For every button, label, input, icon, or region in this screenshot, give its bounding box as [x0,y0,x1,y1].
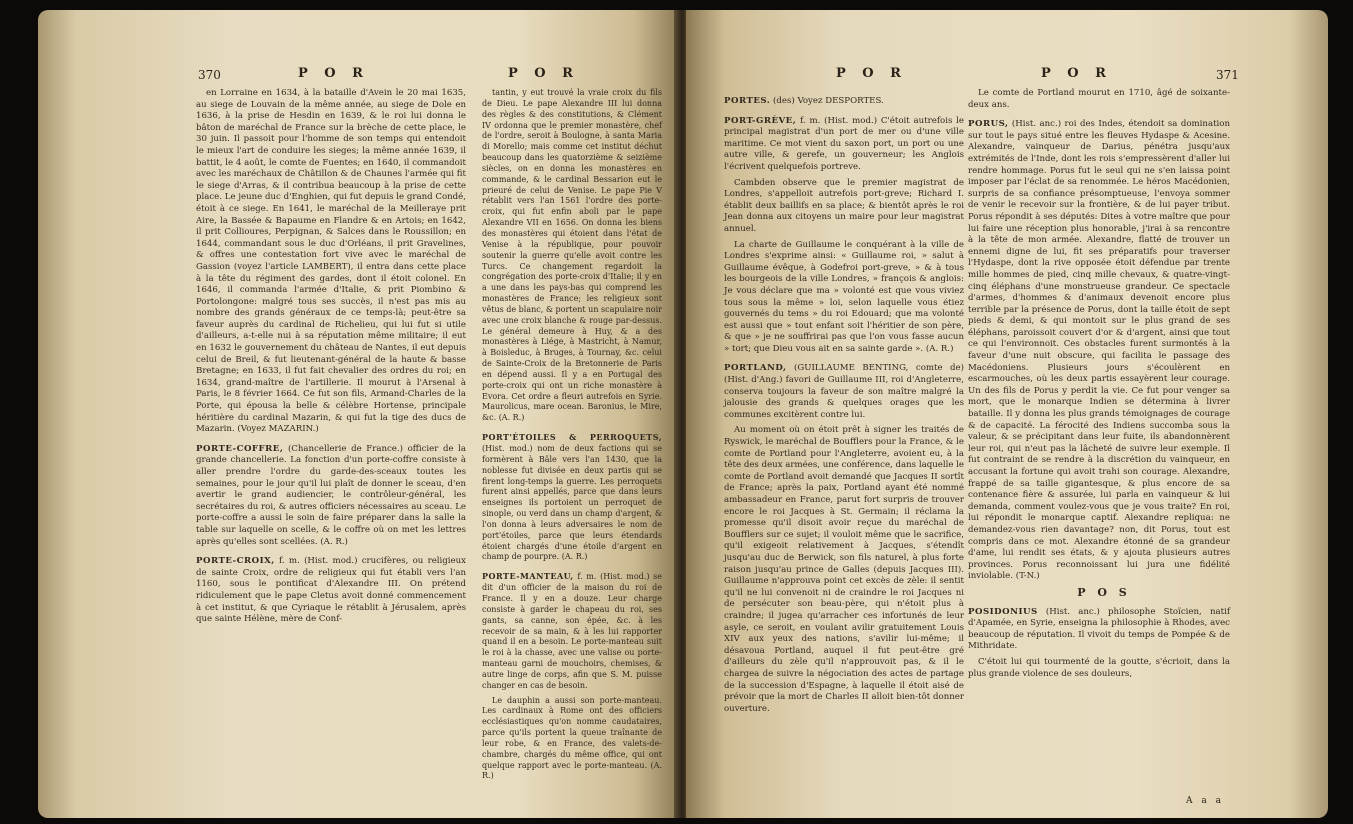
signature-mark: A a a [1186,796,1224,806]
dictionary-entry [196,444,466,548]
page-number: 370 [198,68,221,82]
paragraph [968,657,1230,680]
dictionary-entry [968,607,1230,653]
dictionary-entry [482,571,662,691]
entry-headword: PORTE-MANTEAU, [482,571,574,582]
entry-headword: PORTE-CROIX, [196,556,275,567]
paragraph [724,425,964,715]
entry-text: La charte de Guillaume le conquérant à la ville de Londres s'exprime ainsi: « Guillaume roi, » salut à Guillaume évêque, à Godefroi port-greve, » & à tous les bourgeois de la ville Londres, » françois & anglois: Je vous déclare que ma » volonté est que vous viviez tous sous la même » loi, selon laquelle vous étiez gouvernés du tems » du roi Edouard; que ma volonté est aussi que » tout enfant soit l'héritier de son père, & que » je ne souffrirai pas que l'on vous fasse aucun » tort; que Dieu vous ait en sa sainte garde ». (A. R.) [724,239,964,354]
entry-headword: PORTLAND, [724,363,787,374]
page-number: 371 [1216,68,1239,82]
entry-headword: POSIDONIUS [968,606,1038,617]
dictionary-entry [196,556,466,626]
entry-text: en Lorraine en 1634, à la bataille d'Avein le 20 mai 1635, au siege de Louvain de la même année, au siege de Dole en 1636, à la prise de Hesdin en 1639, & le roi lui donna le bâton de maréchal de France sur la brèche de cette place, le 30 juin. Il passoit pour l'homme de son temps qui entendoit le mieux l'art de conduire les sieges; la même année 1639, il battit, le 4 août, le comte de Fuentes; en 1640, il commandoit avec les maréchaux de Châtillon & de Chaunes l'armée qui fit le siege d'Arras, & il contribua beaucoup à la prise de cette place. Le jeune duc d'Enghien, qui fut depuis le grand Condé, étoit à ce siege. En 1641, le maréchal de la Meilleraye prit Aire, la Bassée & Bapaume en Flandre & en Artois; en 1642, il prit Collioures, Perpignan, & Salces dans le Roussillon; en 1644, commandant sous le duc d'Orléans, il prit Gravelines, & offres une contestation fort vive avec le maréchal de Gassion (voyez l'article LAMBERT), il entra dans cette place à la tête du régiment des gardes, dont il étoit colonel. En 1646, il commanda l'armée d'Italie, & prit Piombino & Portolongone: malgré tous ses succès, il n'est pas mis au nombre des grands généraux de ce temps-là; peut-être sa faveur auprès du cardinal de Richelieu, qui lui fut si utile d'ailleurs, a-t-elle nui à sa réputation même militaire; il eut en 1632 le gouvernement du château de Nantes, il eut depuis celui de Breil, & fut lieutenant-général de la haute & basse Bretagne; en 1633, il fut fait chevalier des ordres du roi; en 1634, grand-maître de l'artillerie. Il mourut à l'Arsenal à Paris, le 8 février 1664. Ce fut son fils, Armand-Charles de la Porte, qui épousa la belle & célèbre Hortense, principale héritière du cardinal Mazarin, & qui fut la tige des ducs de Mazarin. (Voyez MAZARIN.) [196,88,466,435]
left-column-1 [196,88,466,630]
entry-headword: PORUS, [968,119,1009,130]
right-page [686,10,1328,818]
entry-text: f. m. (Hist. mod.) C'étoit autrefois le principal magistrat d'un port de mer ou d'une ville maritime. Ce mot vient du saxon port, un port ou une autre ville, & gerefe, un gouverneur; les Anglois l'écrivent quelquefois portreve. [724,115,964,172]
entry-text: f. m. (Hist. mod.) crucifères, ou religieux de sainte Croix, ordre de religieux qui fut établi vers l'an 1160, sous le pontificat d'Alexandre III. On prétend ridiculement que le pape Cletus avoit donné commencement à cet institut, & que Cyriaque le rétablit à Jérusalem, après que sainte Hélène, mère de Conf- [196,556,466,625]
right-column-1 [724,88,964,719]
entry-text: Le dauphin a aussi son porte-manteau. Les cardinaux à Rome ont des officiers ecclésiastiques qu'on nomme caudataires, parce qu'ils portent la queue traînante de leur robe, & en France, des valets-de-chambre, chargés du même office, qui ont quelque rapport avec le porte-manteau. (A. R.) [482,695,662,781]
paragraph [482,696,662,783]
entry-text: Cambden observe que le premier magistrat de Londres, s'appelloit autrefois port-greve; Richard I. établit deux baillifs en sa place; & bientôt après le roi Jean donna aux citoyens un maire pour leur magistrat annuel. [724,177,964,234]
entry-headword: PORT-GRÈVE, [724,115,797,126]
entry-headword: PORTES. [724,96,771,106]
book-spread [38,10,1328,818]
section-heading: P O S [1077,585,1131,599]
left-column-2 [482,88,662,786]
entry-text: (Hist. mod.) nom de deux factions qui se formèrent à Bâle vers l'an 1430, que la noblesse fut divisée en deux partis qui se firent long-temps la guerre. Les perroquets furent ainsi appellés, parce que dans leurs enseignes ils portoient un perroquet de sinople, ou verd dans un champ d'argent, & l'on donna à leurs adversaires le nom de port'étoiles, parce que leurs étendards étoient chargés d'une étoile d'argent en champ de pourpre. (A. R.) [482,444,662,562]
paragraph [968,88,1230,111]
left-page [38,10,678,818]
entry-text: (Hist. anc.) philosophe Stoïcien, natif d'Apamée, en Syrie, enseigna la philosophie à Rhodes, avec beaucoup de réputation. Il vivoit du temps de Pompée & de Mithridate. [968,606,1230,652]
entry-headword: PORT'ÉTOILES & PERROQUETS, [482,432,662,443]
right-column-2 [968,88,1230,684]
dictionary-entry [482,432,662,563]
entry-text: Au moment où on étoit prêt à signer les traités de Ryswick, le maréchal de Boufflers pour la France, & le comte de Portland pour l'Angleterre, avoient eu, à la tête des deux armées, une conférence, dans laquelle le comte de Portland avoit demandé que Jacques II sortît de France; après la paix, Portland ayant été nommé ambassadeur en France, parut fort surpris de trouver encore le roi Jacques à St. Germain; il réclama la promesse qu'il disoit avoir reçue du maréchal de Boufflers sur ce sujet; il vouloit même que le sacrifice, qu'il exigeoit relativement à Jacques, s'étendît jusqu'au duc de Berwick, son fils naturel, à plus forte raison jusqu'au prince de Galles (depuis Jacques III). Guillaume n'approuva point cet excès de zèle: il sentit qu'il ne lui convenoit ni de craindre le roi Jacques ni de persécuter son beau-père, qui n'étoit plus à craindre; il jugea qu'arracher ces infortunés de leur asyle, ce seroit, en voulant avilir gratuitement Louis XIV aux yeux des nations, s'avilir lui-même; il désavoua Portland, auquel il fut peut-être gré d'ailleurs du zèle qu'il n'approuvoit pas, & il le chargea de suivre la négociation des actes de partage de la succession d'Espagne, à laquelle il étoit aisé de prévoir que la mort de Charles II alloit bien-tôt donner ouverture. [724,425,964,714]
paragraph [724,178,964,236]
paragraph [724,240,964,356]
paragraph [482,88,662,424]
entry-text: (Hist. anc.) roi des Indes, étendoit sa domination sur tout le pays situé entre les fleuves Hydaspe & Acesine. Alexandre, vainqueur de Darius, pénétra jusqu'aux extrémités de l'Inde, dont les rois s'empressèrent d'aller lui rendre hommage. Porus fut le seul qui ne s'en laissa point imposer par l'éclat de sa renommée. Le héros Macédonien, surpris de sa confiance présomptueuse, l'envoya sommer de venir le recevoir sur la frontière, & de lui payer tribut. Porus répondit à ses députés: Dites à votre maître que pour lui faire une réception plus honorable, j'irai à sa rencontre à la tête de mon armée. Alexandre, flatté de trouver un ennemi digne de lui, fit ses préparatifs pour traverser l'Hydaspe, dont la rive opposée étoit défendue par trente mille hommes de pied, cinq mille chevaux, & quatre-vingt-cinq éléphans d'une monstrueuse grandeur. Ce spectacle d'armes, d'hommes & d'animaux devenoit encore plus terrible par la présence de Porus, dont la taille étoit de sept pieds & demi, & qui montoit sur le plus grand de ses éléphans, paroissoit couvert d'or & d'argent, ainsi que tout ce qui l'environnoit. Ces obstacles furent surmontés à la faveur d'une nuit obscure, qui facilita le passage des Macédoniens. Plusieurs jours s'écoulèrent en escarmouches, où les deux partis essayèrent leur courage. Un des fils de Porus y perdit la vie. Ce fut pour venger sa mort, que le monarque Indien se détermina à livrer bataille. Il y donna les plus grands témoignages de courage & de capacité. La férocité des Indiens succomba sous la valeur, & se précipitant dans leur fuite, ils abandonnèrent leur roi, qui n'eut pas la lâcheté de suivre leur exemple. Il fut contraint de se rendre à la discrétion du vainqueur, en accusant la fortune qui avoit trahi son courage. Alexandre, frappé de sa taille gigantesque, & plus encore de sa contenance fière & assurée, lui parla en vainqueur & lui demanda, comment voulez-vous que je vous traite? En roi, lui répondit le monarque captif. Alexandre repliqua: ne demandez-vous rien davantage? non, dit Porus, tout est compris dans ce mot. Alexandre étonné de sa grandeur d'ame, lui rendit ses états, & y ajouta plusieurs autres provinces. Porus reconnoissant lui jura une fidélité inviolable. (T-N.) [968,119,1230,582]
entry-text: tantin, y eut trouvé la vraie croix du fils de Dieu. Le pape Alexandre III lui donna des règles & des constitutions, & Clément IV ordonna que le premier monastère, chef de l'ordre, seroit à Boulogne, à santa Maria di Morello; mais comme cet institut déchut beaucoup dans les quatorzième & seizième siècles, on en donna les monastères en commande, & le cardinal Bessarion eut le prieuré de celui de Venise. Le pape Pie V rétablit vers l'an 1561 l'ordre des porte-croix, qui fut enfin aboli par le pape Alexandre VII en 1656. On donna les biens des monastères qui étoient dans l'état de Venise à la république, pour pouvoir soutenir la guerre qu'elle avoit contre les Turcs. Ce changement regardoit la congrégation des porte-croix d'Italie; il y en a une dans les pays-bas qui comprend les monastères de France; les religieux sont vêtus de blanc, & portent un scapulaire noir avec une croix blanche & rouge par-dessus. Le général demeure à Huy, & a des monastères à Liége, à Mastricht, à Namur, à Boisleduc, à Bruges, à Tournay, &c. celui de Sainte-Croix de la Bretonnerie de Paris en dépend aussi. Il y a en Portugal des porte-croix qui ont un riche monastère à Evora. Cet ordre a fleuri autrefois en Syrie. Maurolicus, mare ocean. Baronius, le Mire, &c. (A. R.) [482,88,662,423]
dictionary-entry [724,96,964,108]
running-head: P O R [836,66,907,81]
entry-text: (des) Voyez DESPORTES. [773,96,884,106]
entry-text: (GUILLAUME BENTING, comte de) (Hist. d'Ang.) favori de Guillaume III, roi d'Angleterre, conserva toujours la faveur de son maître malgré la jalousie des grands & quelques orages que les communes excitèrent contre lui. [724,363,964,420]
entry-text: C'étoit lui qui tourmenté de la goutte, s'écrioit, dans la plus grande violence de ses douleurs, [968,656,1230,679]
paragraph [196,88,466,436]
running-head-right-col: P O R [1041,66,1112,81]
dictionary-entry [968,119,1230,583]
entry-text: f. m. (Hist. mod.) se dit d'un officier de la maison du roi de France. Il y en a douze. Leur charge consiste à garder le chapeau du roi, ses gants, sa canne, son épée, &c. à les recevoir de sa main, & à les lui rapporter quand il en a besoin. Le porte-manteau suit le roi à la chasse, avec une valise ou porte-manteau garni de mouchoirs, chemises, & autre linge de corps, afin que S. M. puisse changer en cas de besoin. [482,572,662,690]
entry-text: Le comte de Portland mourut en 1710, âgé de soixante-deux ans. [968,88,1230,110]
dictionary-entry [724,363,964,421]
entry-text: (Chancellerie de France.) officier de la grande chancellerie. La fonction d'un porte-coffre consiste à aller prendre l'ordre du garde-des-sceaux toutes les semaines, pour le jour qu'il lui plaît de donner le sceau, d'en avertir le grand audiencier, le contrôleur-général, les secrétaires du roi, & autres officiers nécessaires au sceau. Le porte-coffre a aussi le soin de faire préparer dans la salle la table sur laquelle on scelle, & le coffre où on met les lettres après qu'elles sont scellées. (A. R.) [196,443,467,547]
entry-headword: PORTE-COFFRE, [196,443,284,454]
running-head-right-col: P O R [508,66,579,81]
running-head: P O R [298,66,369,81]
dictionary-entry [724,116,964,174]
